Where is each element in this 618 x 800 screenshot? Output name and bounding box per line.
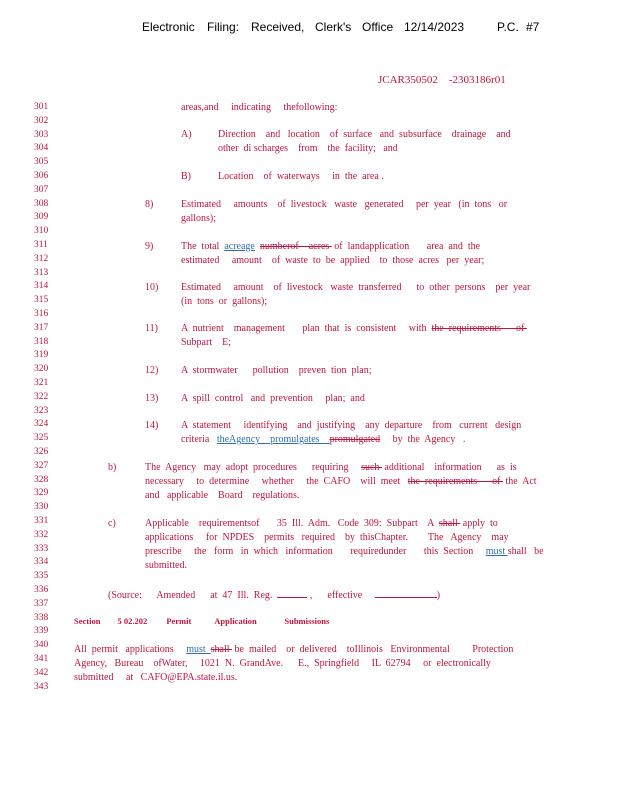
line-number: 303 [34, 129, 49, 140]
line-number: 342 [34, 667, 49, 678]
source-note [108, 588, 440, 601]
text-line [145, 462, 517, 473]
line-number: 326 [34, 447, 49, 457]
text-line: Estimated amounts of livestock waste generated per year (in tons or [181, 199, 508, 210]
line-number: 318 [34, 336, 49, 347]
line-number: 327 [34, 460, 49, 471]
line-number: 304 [34, 143, 49, 154]
reg-blank [277, 588, 307, 598]
text-run: All permit applications [74, 644, 187, 655]
line-number: 301 [34, 102, 49, 112]
line-number: 321 [34, 378, 49, 388]
text-run: criteria [181, 434, 217, 445]
text-line: A stormwater pollution preven tion plan; [181, 365, 372, 376]
text-line [181, 323, 527, 334]
text-line: Agency, Bureau ofWater, 1021 N. GrandAve. E., Springfield IL 62794 or electronically [74, 658, 491, 669]
line-number: 313 [34, 267, 49, 278]
text-run: additional information as is [381, 462, 517, 473]
line-number: 330 [34, 502, 49, 513]
text-line: Estimated amount of livestock waste transferred to other persons per year [181, 282, 531, 293]
date-blank [375, 588, 437, 598]
line-number: 309 [34, 212, 49, 223]
line-number: 320 [34, 364, 49, 375]
text-line: Location of waterways in the area . [218, 171, 384, 182]
text-line: and applicable Board regulations. [145, 490, 300, 501]
item-label: 12) [145, 365, 159, 376]
text-run: be [526, 546, 544, 557]
header-word: #7 [526, 20, 540, 34]
header-word: Electronic [142, 20, 195, 34]
inserted-text: must [186, 644, 211, 655]
text-run: , effective [307, 590, 375, 601]
line-number: 316 [34, 309, 49, 319]
line-number: 310 [34, 226, 49, 237]
text-run: The Agency may adopt procedures requiring [145, 462, 362, 473]
text-run: A nutrient management plan that is consistent with [181, 323, 432, 334]
line-number: 312 [34, 253, 49, 264]
header-word: Received, [251, 20, 305, 34]
text-line [145, 518, 498, 529]
text-line: other di scharges from the facility; and [218, 143, 398, 154]
header-word: Filing: [207, 20, 240, 34]
line-number: 339 [34, 626, 49, 637]
deleted-text: such [361, 462, 382, 473]
text-line: Direction and location of surface and subsurface drainage and [218, 129, 511, 140]
text-run: prescribe the form in which information requiredunder this Section [145, 546, 486, 557]
deleted-text: shall [438, 518, 461, 529]
inserted-text: must [485, 546, 508, 557]
line-number: 308 [34, 198, 49, 209]
text-run: (Source: Amended at 47 Ill. Reg. [108, 590, 278, 601]
text-run: of landapplication area and the [331, 241, 481, 252]
deleted-text: numberof acres [259, 241, 332, 252]
line-number: 337 [34, 598, 49, 609]
text-line: (in tons or gallons); [181, 296, 268, 307]
line-number: 331 [34, 516, 49, 526]
deleted-text: the requirements of [407, 476, 503, 487]
text-run: by the Agency . [380, 434, 466, 445]
text-line: gallons); [181, 213, 216, 224]
line-number: 323 [34, 405, 49, 416]
text-run: ) [436, 590, 441, 601]
line-number: 343 [34, 681, 49, 692]
inserted-text: acreage [224, 241, 255, 252]
header-word: P.C. [497, 20, 519, 34]
text-run: shall [507, 546, 527, 557]
document-code: JCAR350502 -2303186r01 [378, 74, 506, 86]
text-line: estimated amount of waste to be applied to those acres per year; [181, 255, 485, 266]
text-line [181, 241, 480, 252]
deleted-text: shall [210, 644, 233, 655]
text-line [74, 644, 513, 655]
header-word: Office [362, 20, 394, 34]
text-run: the Act [502, 476, 537, 487]
line-number: 341 [34, 654, 49, 664]
text-line: submitted. [145, 560, 187, 571]
line-number: 302 [34, 115, 49, 126]
item-label: 13) [145, 393, 159, 404]
item-label: 9) [145, 241, 154, 252]
line-number: 324 [34, 419, 49, 430]
inserted-text: theAgency promulgates [216, 434, 330, 445]
text-line [181, 434, 465, 445]
line-number: 314 [34, 281, 49, 292]
line-number: 315 [34, 295, 49, 306]
line-number: 307 [34, 184, 49, 195]
line-number: 328 [34, 474, 49, 485]
header-date: 12/14/2023 [404, 20, 465, 34]
item-label: A) [181, 129, 192, 140]
line-number: 325 [34, 433, 49, 444]
line-number: 317 [34, 322, 49, 333]
text-run: be mailed or delivered toIllinois Environmental Protection [232, 644, 514, 655]
text-run: The total [181, 241, 225, 252]
item-label: B) [181, 171, 191, 182]
text-line: applications for NPDES permits required by thisChapter. The Agency may [145, 532, 509, 543]
line-number: 319 [34, 350, 49, 361]
line-number: 306 [34, 171, 49, 181]
text-line [145, 476, 537, 487]
text-line: Subpart E; [181, 337, 231, 348]
section-heading: Section 5 02.202 Permit Application Submissions [74, 616, 330, 626]
subsection-label: b) [108, 462, 117, 473]
item-label: 11) [145, 323, 158, 334]
line-number: 333 [34, 543, 49, 554]
line-number: 338 [34, 612, 49, 623]
line-number: 334 [34, 557, 49, 568]
item-label: 8) [145, 199, 154, 210]
text-line: A statement identifying and justifying any departure from current design [181, 420, 522, 431]
item-label: 14) [145, 420, 159, 431]
line-number: 335 [34, 571, 49, 582]
text-line: areas,and indicating thefollowing: [181, 102, 338, 113]
text-run: Applicable requirementsof 35 Ill. Adm. Code 309: Subpart A [145, 518, 439, 529]
text-line: A spill control and prevention plan; and [181, 393, 365, 404]
text-run: apply to [460, 518, 498, 529]
line-number: 340 [34, 640, 49, 651]
text-line [145, 546, 544, 557]
line-number: 332 [34, 529, 49, 540]
line-number: 311 [34, 240, 48, 250]
line-number: 329 [34, 488, 49, 499]
line-number: 336 [34, 585, 49, 595]
deleted-text: promulgated [329, 434, 381, 445]
text-line: submitted at CAFO@EPA.state.il.us. [74, 672, 238, 683]
text-run: necessary to determine whether the CAFO will meet [145, 476, 408, 487]
line-number: 322 [34, 391, 49, 402]
subsection-label: c) [108, 518, 116, 529]
header-word: Clerk's [315, 20, 352, 34]
line-number: 305 [34, 157, 49, 168]
item-label: 10) [145, 282, 159, 293]
deleted-text: the requirements of [431, 323, 527, 334]
